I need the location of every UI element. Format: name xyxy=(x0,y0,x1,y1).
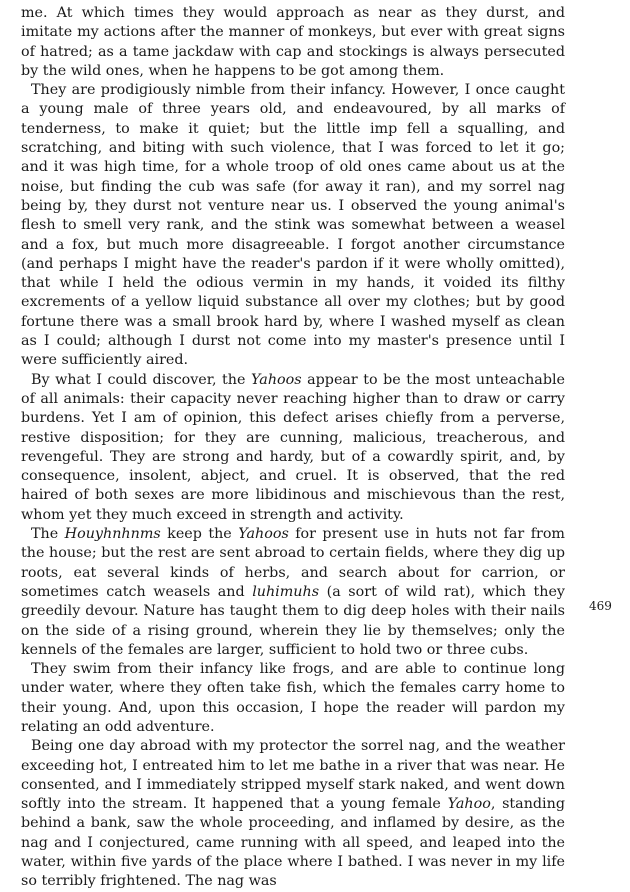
paragraph-1 xyxy=(21,4,565,81)
text-run: appear to be the most unteachable of all animals: their capacity never reaching higher than to draw or carry burdens. Yet I am of opinion, this defect arises chiefly from a perverse, restive disposition; for they are cunning, malicious, treacherous, and revengeful. They are strong and hardy, but of a cowardly spirit, and, by consequence, insolent, abject, and cruel. It is observed, that the red haired of both sexes are more libidinous and mischievous than the rest, whom yet they much exceed in strength and activity. xyxy=(21,371,565,523)
text-run: keep the xyxy=(160,526,239,543)
text-run: The xyxy=(31,526,65,543)
text-run: me. At which times they would approach as near as they durst, and imitate my actions after the manner of monkeys, but ever with great signs of hatred; as a tame jackdaw with cap and stockings is always persecuted by the wild ones, when he happens to be got among them. xyxy=(21,5,565,79)
paragraph-3 xyxy=(21,371,565,525)
page-body xyxy=(21,4,565,892)
paragraph-2 xyxy=(21,81,565,370)
italic-term: Yahoos xyxy=(250,371,302,388)
paragraph-5 xyxy=(21,660,565,737)
paragraph-6 xyxy=(21,737,565,891)
italic-term: Houyhnhnms xyxy=(64,526,161,543)
italic-term: Yahoos xyxy=(238,526,289,543)
italic-term: Yahoo xyxy=(447,796,491,813)
text-run: They are prodigiously nimble from their infancy. However, I once caught a young male of three years old, and endeavoured, by all marks of tenderness, to make it quiet; but the little imp fell a squalling, and scratching, and biting with such violence, that I was forced to let it go; and it was high time, for a whole troop of old ones came about us at the noise, but finding the cub was safe (for away it ran), and my sorrel nag being by, they durst not venture near us. I observed the young animal's flesh to smell very rank, and the stink was somewhat between a weasel and a fox, but much more disagreeable. I forgot another circumstance (and perhaps I might have the reader's pardon if it were wholly omitted), that while I held the odious vermin in my hands, it voided its filthy excrements of a yellow liquid substance all over my clothes; but by good fortune there was a small brook hard by, where I washed myself as clean as I could; although I durst not come into my master's presence until I were sufficiently aired. xyxy=(21,82,565,369)
text-run: (a sort of wild rat), which they greedily devour. Nature has taught them to dig deep holes with their nails on the side of a rising ground, wherein they lie by themselves; only the kennels of the females are larger, sufficient to hold two or three cubs. xyxy=(21,583,565,658)
text-run: Being one day abroad with my protector the sorrel nag, and the weather exceeding hot, I entreated him to let me bathe in a river that was near. He consented, and I immediately stripped myself stark naked, and went down softly into the stream. It happened that a young female xyxy=(21,738,565,813)
text-run: By what I could discover, the xyxy=(31,371,251,388)
text-run: They swim from their infancy like frogs, and are able to continue long under water, where they often take fish, which the females carry home to their young. And, upon this occasion, I hope the reader will pardon my relating an odd adventure. xyxy=(21,661,565,735)
text-run: , standing behind a bank, saw the whole proceeding, and inflamed by desire, as the nag and I conjectured, came running with all speed, and leaped into the water, within five yards of the place where I bathed. I was never in my life so terribly frightened. The nag was xyxy=(21,796,565,890)
text-run: for present use in huts not far from the house; but the rest are sent abroad to certain fields, where they dig up roots, eat several kinds of herbs, and search about for carrion, or sometimes catch weasels and xyxy=(21,526,565,600)
paragraph-4 xyxy=(21,525,565,660)
italic-term: luhimuhs xyxy=(252,583,320,600)
page-number: 469 xyxy=(589,599,612,613)
